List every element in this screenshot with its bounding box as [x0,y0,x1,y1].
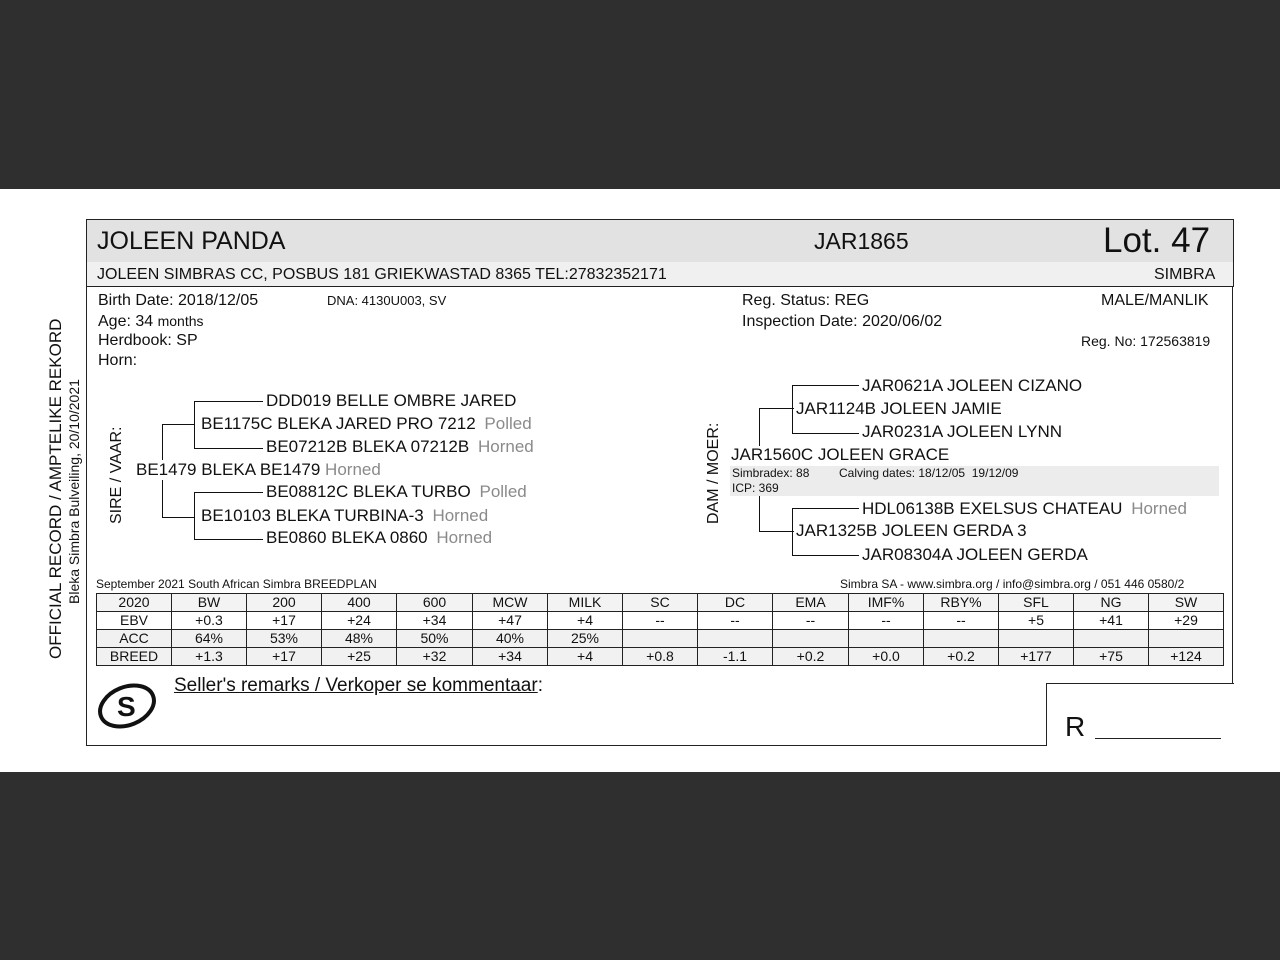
dam-sire-connector [759,408,794,446]
table-cell [623,630,698,648]
pedigree-name: BE10103 BLEKA TURBINA-3 [201,506,424,525]
pedigree-name: BE07212B BLEKA 07212B [266,437,470,456]
table-cell: -- [924,612,999,630]
pedigree-name: JAR0231A JOLEEN LYNN [862,422,1062,441]
table-cell: +17 [247,648,322,666]
table-cell: 64% [172,630,247,648]
pedigree-name: JAR0621A JOLEEN CIZANO [862,376,1083,395]
table-cell: 25% [548,630,623,648]
dam-dam-connector [759,496,794,532]
price-input-line[interactable] [1095,738,1221,739]
table-cell: +75 [1074,648,1149,666]
table-cell: 40% [473,630,548,648]
horn-status: Horned [432,506,489,525]
table-cell: EBV [97,612,172,630]
horn-status: Horned [477,437,534,456]
sire-dam-sire [266,482,527,502]
logo-letter: S [117,691,136,722]
acc-row [97,630,1224,648]
dam-name [731,445,949,465]
age-value: Age: 34 [98,313,154,330]
table-header: 2020 [97,594,172,612]
card-left-border [86,287,87,745]
table-header: SC [623,594,698,612]
table-cell: -- [773,612,849,630]
table-cell: +34 [473,648,548,666]
dam-sire [796,399,1002,419]
table-cell: +0.0 [849,648,924,666]
table-cell: +41 [1074,612,1149,630]
table-header: MILK [548,594,623,612]
sire-dam [201,506,488,526]
breedplan-caption: September 2021 South African Simbra BREEDPLAN [96,577,377,591]
herdbook-info: Herdbook: SP [98,332,198,349]
horn-status: Polled [479,482,527,501]
table-header: BW [172,594,247,612]
dam-dam-sire [862,499,1187,519]
table-header: 200 [247,594,322,612]
seller-remarks-label: Seller's remarks / Verkoper se kommentaar [174,675,538,696]
table-header: 600 [397,594,473,612]
breed-label: SIMBRA [1154,266,1216,283]
sire-section-label: SIRE / VAAR: [108,426,125,524]
horn-status: Horned [325,460,381,479]
table-cell: +1.3 [172,648,247,666]
dam-simbradex: Simbradex: 88 [732,466,810,480]
table-cell: -- [698,612,773,630]
table-cell: +0.2 [924,648,999,666]
animal-name: JOLEEN PANDA [97,227,286,255]
table-cell [924,630,999,648]
table-cell: 50% [397,630,473,648]
sire-sire [201,414,532,434]
dna-info: DNA: 4130U003, SV [327,293,447,308]
table-header: DC [698,594,773,612]
animal-id: JAR1865 [814,228,909,254]
pedigree-name: JAR1124B JOLEEN JAMIE [796,399,1002,418]
sire-dam-dam [266,528,492,548]
table-cell: +4 [548,648,623,666]
table-cell: +25 [322,648,397,666]
table-cell: +24 [322,612,397,630]
table-cell: BREED [97,648,172,666]
horn-status: Horned [1131,499,1187,518]
dam-section-label: DAM / MOER: [705,422,722,524]
pedigree-name: JAR08304A JOLEEN GERDA [862,545,1088,564]
horn-info: Horn: [98,352,138,369]
price-label: R [1065,711,1086,742]
table-header: SW [1149,594,1224,612]
sex-label: MALE/MANLIK [1101,292,1209,309]
table-cell: +29 [1149,612,1224,630]
card-right-border [1232,287,1233,684]
ebv-row [97,612,1224,630]
dam-icp: ICP: 369 [732,481,779,495]
seller-remarks [174,675,543,697]
pedigree-name: JAR1325B JOLEEN GERDA 3 [796,521,1027,540]
table-cell [773,630,849,648]
table-cell [1074,630,1149,648]
table-cell: +47 [473,612,548,630]
pedigree-name: BE1175C BLEKA JARED PRO 7212 [201,414,476,433]
table-cell [849,630,924,648]
age-info [98,313,204,331]
sire-sire-dam [266,437,534,457]
card-bottom-border [86,745,1047,746]
table-header: 400 [322,594,397,612]
pedigree-name: JAR1560C JOLEEN GRACE [731,445,950,464]
table-cell: +0.8 [623,648,698,666]
birth-date: Birth Date: 2018/12/05 [98,292,259,309]
pedigree-name: BE08812C BLEKA TURBO [266,482,471,501]
pedigree-name: BE0860 BLEKA 0860 [266,528,428,547]
dam-dam-dam [862,545,1088,565]
dam-sire-dam [862,422,1062,442]
table-cell: +124 [1149,648,1224,666]
dam-sire-sire [862,376,1082,396]
owner-line: JOLEEN SIMBRAS CC, POSBUS 181 GRIEKWASTAD 8365 TEL:27832352171 [97,266,667,283]
lot-number: Lot. 47 [1103,221,1211,260]
table-header: EMA [773,594,849,612]
simbra-logo-icon [96,680,160,730]
ebv-header-row [97,594,1224,612]
seller-remarks-colon: : [537,675,543,696]
table-cell: ACC [97,630,172,648]
reg-status: Reg. Status: REG [742,292,870,309]
sire-name [136,460,381,480]
dam-calving-dates: Calving dates: 18/12/05 19/12/09 [839,466,1019,480]
table-cell: +177 [999,648,1074,666]
horn-status: Horned [436,528,493,547]
table-cell: -- [623,612,698,630]
table-cell: -- [849,612,924,630]
table-cell [999,630,1074,648]
pedigree-name: BE1479 BLEKA BE1479 [136,460,321,479]
table-header: RBY% [924,594,999,612]
table-cell: +0.3 [172,612,247,630]
table-cell: 48% [322,630,397,648]
ebv-table [96,593,1224,666]
breed-row [97,648,1224,666]
table-cell: +17 [247,612,322,630]
horn-status: Polled [484,414,532,433]
sale-name-label: Bleka Simbra Bulveiling, 20/10/2021 [66,379,82,604]
table-header: IMF% [849,594,924,612]
table-cell [698,630,773,648]
inspection-date: Inspection Date: 2020/06/02 [742,313,943,330]
age-unit: months [157,313,204,329]
table-cell [1149,630,1224,648]
table-header: NG [1074,594,1149,612]
table-cell: +0.2 [773,648,849,666]
table-cell: 53% [247,630,322,648]
breedplan-contact: Simbra SA - www.simbra.org / info@simbra.org / 051 446 0580/2 [840,577,1185,591]
table-cell: -1.1 [698,648,773,666]
table-cell: +34 [397,612,473,630]
sire-sire-sire [266,391,516,411]
official-record-label: OFFICIAL RECORD / AMPTELIKE REKORD [46,318,65,659]
reg-number: Reg. No: 172563819 [1081,333,1211,349]
table-header: SFL [999,594,1074,612]
table-cell: +4 [548,612,623,630]
pedigree-name: HDL06138B EXELSUS CHATEAU [862,499,1123,518]
dam-dam [796,521,1027,541]
table-cell: +32 [397,648,473,666]
table-header: MCW [473,594,548,612]
pedigree-name: DDD019 BELLE OMBRE JARED [266,391,517,410]
table-cell: +5 [999,612,1074,630]
